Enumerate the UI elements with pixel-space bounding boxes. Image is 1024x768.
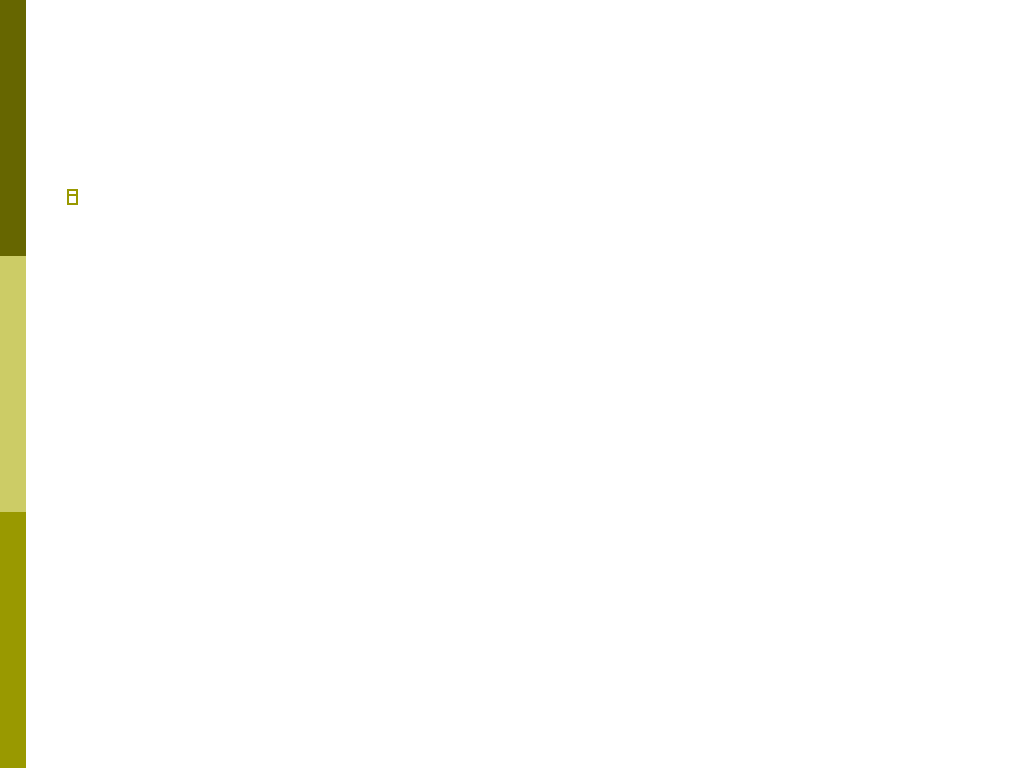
hollow-square-bullet-icon [67, 194, 78, 205]
side-bar-middle-segment [0, 256, 26, 512]
title-underline [52, 160, 956, 162]
side-bar-top-segment [0, 0, 26, 256]
slide-body [60, 181, 964, 186]
filled-square-bullet-icon [115, 194, 122, 201]
side-bar-bottom-segment [0, 512, 26, 768]
